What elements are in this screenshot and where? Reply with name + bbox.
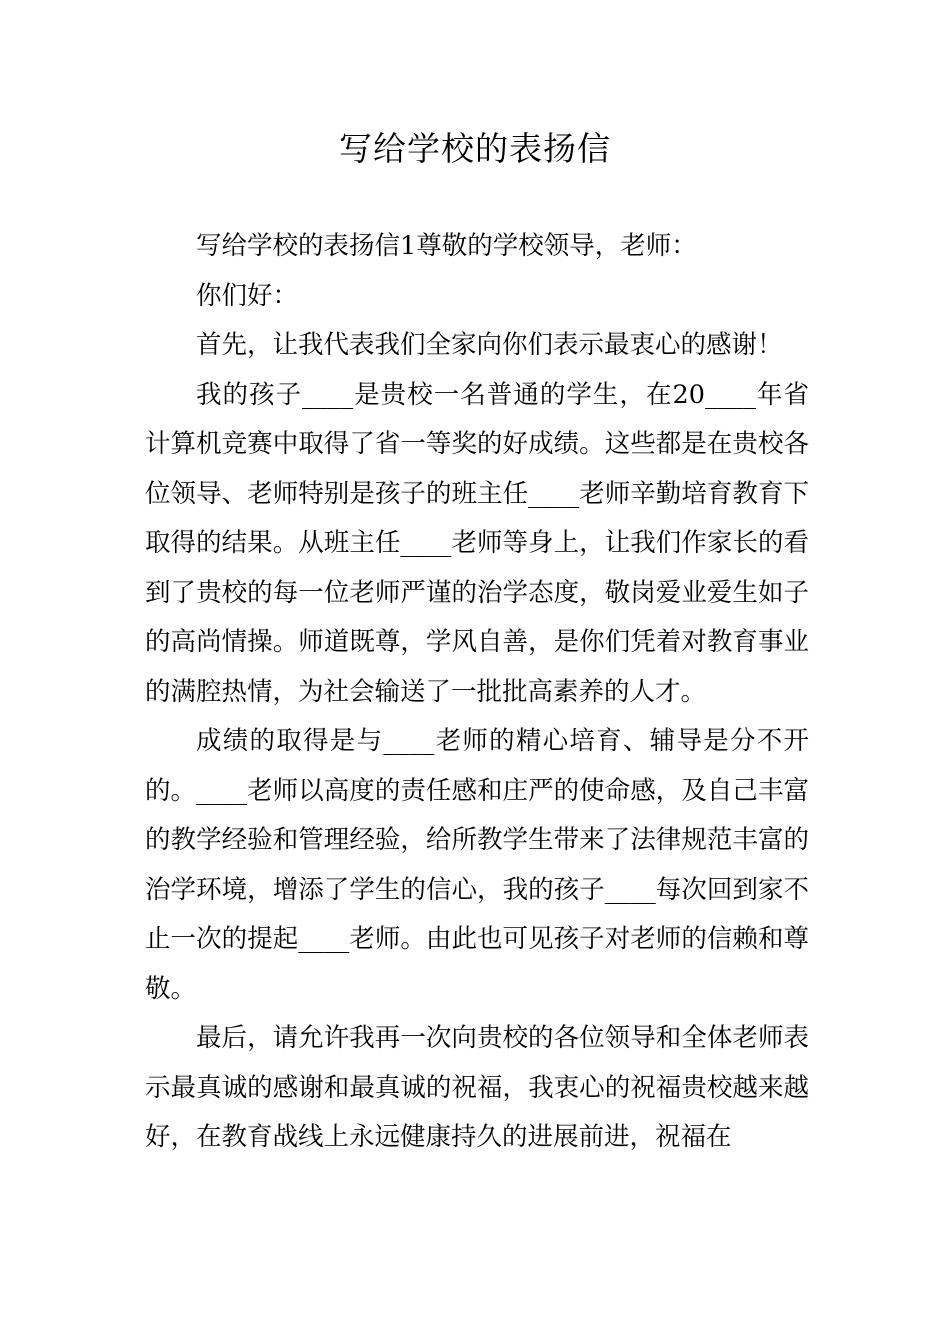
paragraph-hello: 你们好： <box>196 280 299 311</box>
document-title: 写给学校的表扬信 <box>339 129 611 168</box>
document-body <box>145 222 809 1163</box>
paragraph-teacher: 成绩的取得是与____老师的精心培育、辅导是分不开的。____老师以高度的责任感和庄严的使命感，及自己丰富的教学经验和管理经验，给所教学生带来了法律规范丰富的治学环境，增添了学生的信心，我的孩子____每次回到家不止一次的提起____老师。由此也可见孩子对老师的信赖和尊敬。 <box>145 726 809 1004</box>
paragraph-thanks: 首先，让我代表我们全家向你们表示最衷心的感谢！ <box>196 330 783 360</box>
paragraph-achievement: 我的孩子____是贵校一名普通的学生，在20____年省计算机竞赛中取得了省一等奖的好成绩。这些都是在贵校各位领导、老师特别是孩子的班主任____老师辛勤培育教育下取得的结果。从班主任____老师等身上，让我们作家长的看到了贵校的每一位老师严谨的治学态度，敬岗爱业爱生如子的高尚情操。师道既尊，学风自善，是你们凭着对教育事业的满腔热情，为社会输送了一批批高素养的人才。 <box>145 379 809 707</box>
paragraph-greeting-line: 写给学校的表扬信1尊敬的学校领导，老师： <box>196 231 697 261</box>
paragraph-closing: 最后，请允许我再一次向贵校的各位领导和全体老师表示最真诚的感谢和最真诚的祝福，我衷心的祝福贵校越来越好，在教育战线上永远健康持久的进展前进，祝福在 <box>145 1023 809 1152</box>
